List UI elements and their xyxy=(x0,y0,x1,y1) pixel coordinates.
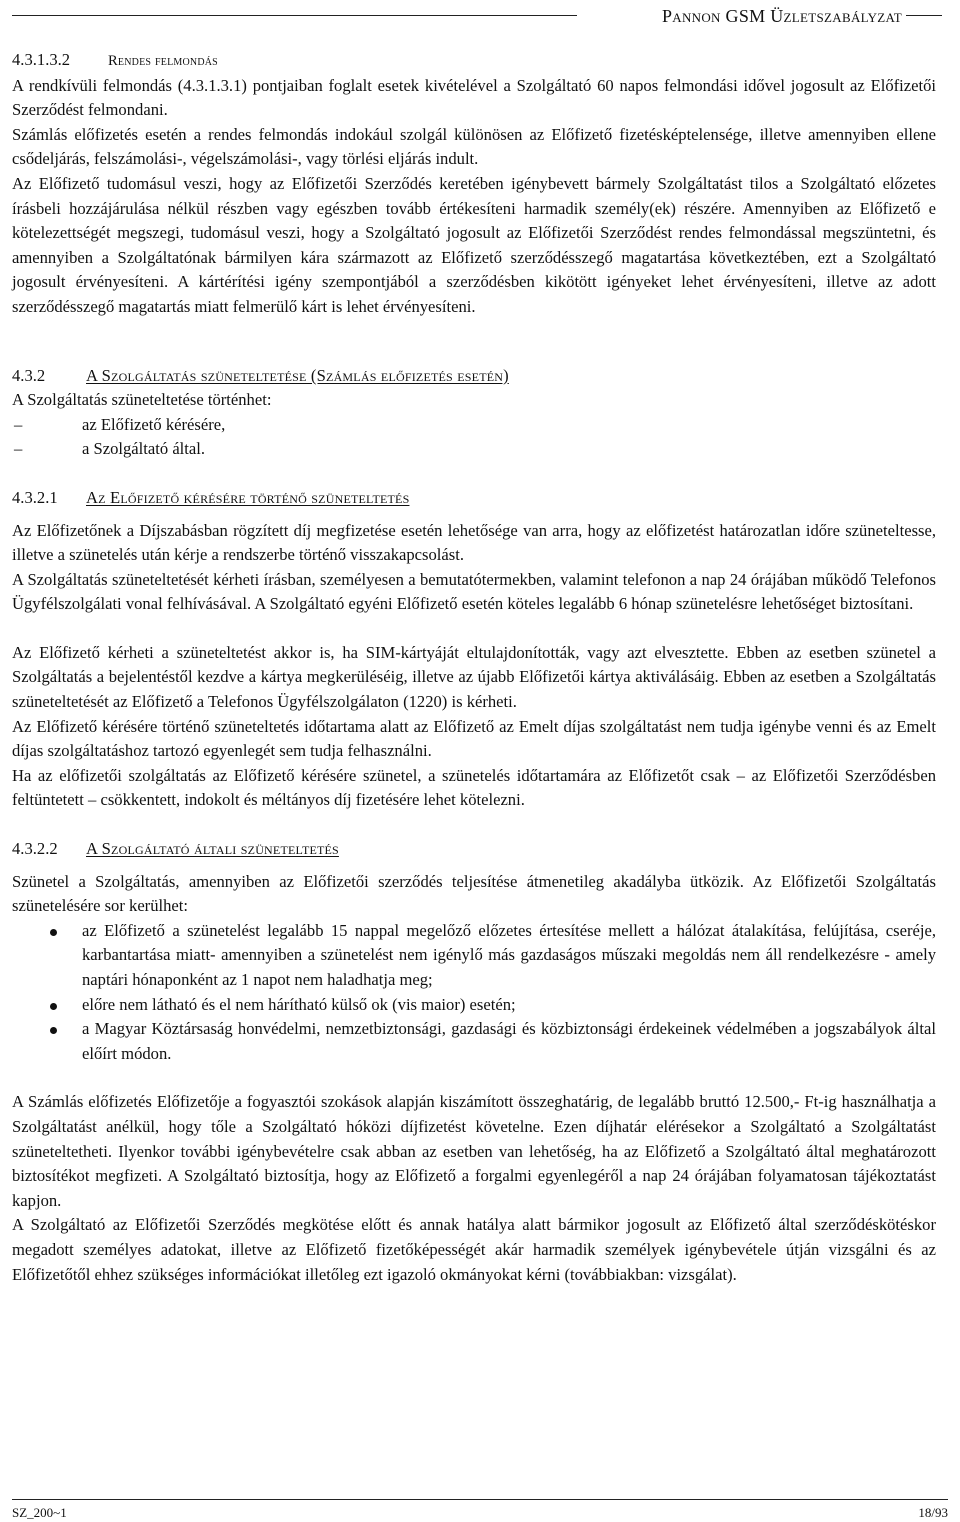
list-item: a Magyar Köztársaság honvédelmi, nemzetbiztonsági, gazdasági és közbiztonsági érdekeinek védelmében a jogszabályok által előírt módon. xyxy=(12,1017,936,1066)
section-title: A Szolgáltató általi szüneteltetés xyxy=(86,839,339,859)
page-footer xyxy=(12,1499,948,1520)
list-item: az Előfizető a szünetelést legalább 15 nappal megelőző előzetes értesítése mellett a hálózat átalakítása, felújítása, cseréje, karbantartása miatt- amennyiben a szünetelést nem igénylő más gazdaságos műszaki megoldás nem áll rendelkezésre - amely naptári hónaponként az 1 napot nem haladhatja meg; xyxy=(12,919,936,993)
paragraph: A rendkívüli felmondás (4.3.1.3.1) pontjaiban foglalt esetek kivételével a Szolgáltató 60 napos felmondási idővel jogosult az Előfizetői Szerződést felmondani. xyxy=(12,75,936,120)
dash-list xyxy=(12,413,936,462)
section-heading-4-3-2-2 xyxy=(12,837,936,862)
paragraph: Ha az előfizetői szolgáltatás az Előfizető kérésére szünetel, a szünetelés időtartamára az Előfizetőt csak – az Előfizetői Szerződésben feltüntetett – csökkentett, indokolt és méltányos díj fizetésére lehet kötelezni. xyxy=(12,765,936,810)
paragraph: Az Előfizetőnek a Díjszabásban rögzített díj megfizetése esetén lehetősége van arra, hogy az előfizetést határozatlan időre szüneteltesse, illetve a szünetelés után kérje a rendszerbe történő visszakapcsolást. xyxy=(12,520,936,565)
footer-page-number: 18/93 xyxy=(918,1505,948,1520)
header-title: Pannon GSM Üzletszabályzat xyxy=(661,6,902,26)
section-number: 4.3.2.2 xyxy=(12,839,58,859)
section-heading-4-3-2-1 xyxy=(12,486,936,511)
paragraph: A Szolgáltató az Előfizetői Szerződés megkötése előtt és annak hatálya alatt bármikor jogosult az Előfizető által szerződéskötéskor megadott személyes adatokat, illetve az Előfizető fizetőképességét akár harmadik személyek igénybevétele útján vizsgálni és az Előfizetőtől ehhez szükséges információkat illetőleg ezt igazoló okmányokat kérni (továbbiakban: vizsgálat). xyxy=(12,1215,936,1284)
page-body xyxy=(12,48,936,1287)
header-rule-left xyxy=(12,15,577,16)
header-rule-right xyxy=(906,15,942,16)
dash-marker: – xyxy=(14,439,23,459)
section-title: Az Előfizető kérésére történő szüneteltetés xyxy=(86,487,410,507)
list-item: – az Előfizető kérésére, xyxy=(12,413,936,438)
paragraph: Az Előfizető tudomásul veszi, hogy az Előfizetői Szerződés keretében igénybevett bármely Szolgáltatást tilos a Szolgáltató előzetes írásbeli hozzájárulása nélkül részben vagy egészben tovább értékesíteni harmadik személy(ek) részére. Amennyiben az Előfizető e kötelezettségét megszegi, tudomásul veszi, hogy a Szolgáltató jogosult az Előfizetői Szerződést rendes felmondással megszüntetni, és amennyiben a Szolgáltatónak bármilyen kára származott az Előfizető szerződésszegő magatartása következtében, ezt a Szolgáltató jogosult érvényesíteni. A kártérítési igény szempontjából a szerződésben kikötött igényeket lehet érvényesíteni, illetve az adott szerződésszegő magatartás miatt felmerülő kárt is lehet érvényesíteni. xyxy=(12,173,936,316)
paragraph: Számlás előfizetés esetén a rendes felmondás indokául szolgál különösen az Előfizető fizetésképtelensége, illetve amennyiben ellene csődeljárás, felszámolási-, végelszámolási-, vagy törlési eljárás indult. xyxy=(12,124,936,169)
paragraph: A Szolgáltatás szüneteltetését kérheti írásban, személyesen a bemutatótermekben, valamint telefonon a nap 24 órájában működő Telefonos Ügyfélszolgálati vonal felhívásával. A Szolgáltató egyéni Előfizető esetén köteles legalább 6 hónap szünetelésre lehetőséget biztosítani. xyxy=(12,569,936,614)
section-heading-4-3-2 xyxy=(12,364,936,389)
bullet-icon xyxy=(50,929,57,936)
section-number: 4.3.1.3.2 xyxy=(12,50,71,69)
list-item: előre nem látható és el nem hárítható külső ok (vis maior) esetén; xyxy=(12,993,936,1018)
bullet-list xyxy=(12,919,936,1067)
paragraph: Az Előfizető kérésére történő szüneteltetés időtartama alatt az Előfizető az Emelt díjas szolgáltatást nem tudja igénybe venni és az Emelt díjas szolgáltatáshoz tartozó egyenlegét sem tudja felhasználni. xyxy=(12,716,936,761)
bullet-icon xyxy=(50,1003,57,1010)
list-item: – a Szolgáltató által. xyxy=(12,437,936,462)
bullet-icon xyxy=(50,1027,57,1034)
paragraph: Szünetel a Szolgáltatás, amennyiben az Előfizetői szerződés teljesítése átmenetileg akadályba ütközik. Az Előfizetői Szolgáltatás szünetelésére sor kerülhet: xyxy=(12,871,936,916)
dash-marker: – xyxy=(14,414,23,434)
section-heading-4-3-1-3-2 xyxy=(12,48,936,74)
section-title: A Szolgáltatás szüneteltetése (Számlás előfizetés esetén) xyxy=(86,365,509,385)
paragraph: A Számlás előfizetés Előfizetője a fogyasztói szokások alapján kiszámított összeghatárig, de legalább bruttó 12.500,- Ft-ig használhatja a Szolgáltatást anélkül, hogy tőle a Szolgáltató hóközi díjfizetést követelne. Ezen díjhatár elérésekor a Szolgáltató a Szolgáltatást szüneteltetheti. Ilyenkor további igénybevételre csak abban az esetben van lehetőség, ha az Előfizető a Szolgáltató által meghatározott biztosítékot megfizeti. A Szolgáltató biztosítja, hogy az Előfizető a forgalmi egyenlegéről a nap 24 órájában folyamatosan tájékoztatást kapjon. xyxy=(12,1092,936,1210)
section-number: 4.3.2.1 xyxy=(12,487,58,507)
section-title: Rendes felmondás xyxy=(108,53,218,69)
section-number: 4.3.2 xyxy=(12,365,46,385)
paragraph: A Szolgáltatás szüneteltetése történhet: xyxy=(12,390,272,410)
footer-doc-id: SZ_200~1 xyxy=(12,1505,67,1520)
paragraph: Az Előfizető kérheti a szüneteltetést akkor is, ha SIM-kártyáját eltulajdonították, vagy azt elvesztette. Ebben az esetben szünetel a Szolgáltatás a bejelentéstől kezdve a kártya megkerüléséig, illetve az újabb Előfizetői kártya aktiválásáig. Ebben az esetben a Szolgáltatás szüneteltetését az Előfizető a Telefonos Ügyfélszolgálaton (1220) is kérheti. xyxy=(12,642,936,712)
page-header xyxy=(12,2,942,28)
